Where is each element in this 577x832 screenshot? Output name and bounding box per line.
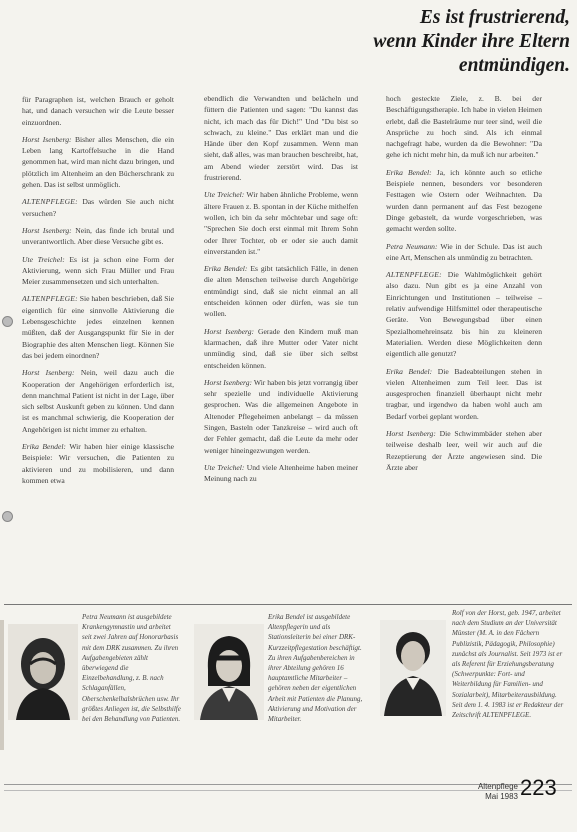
paragraph [386, 366, 542, 422]
speaker-name: Ute Treichel: [204, 462, 245, 472]
speaker-name: Horst Isenberg: [22, 225, 72, 235]
speaker-name: Horst Isenberg: [204, 377, 253, 387]
paragraph-text: Wir haben hier einige klassische Beispiele: Wir versuchen, die Patienten zu aktivieren und zu mobilisieren, und dann kommen etwa [22, 442, 174, 485]
paragraph-text: Es ist ja schon eine Form der Aktivierung, wenn sich Frau Müller und Frau Meier zusammensetzen und sich unterhalten. [22, 254, 174, 287]
magazine-name: Altenpflege [477, 782, 518, 791]
portrait-man-icon [380, 620, 446, 716]
headline-line-1: Es ist frustrierend, [419, 7, 570, 28]
paragraph-text: Nein, weil dazu auch die Kooperation der Angehörigen erforderlich ist, denn manchmal Patient ist nicht in der Lage, über sich selbst Auskunft geben zu können. Und dann ist es manchmal schwierig, die Kooperation der Angehörigen ist nicht immer zu erhalten. [22, 368, 174, 434]
divider [4, 604, 572, 605]
speaker-name: Horst Isenberg: [386, 429, 436, 439]
paragraph-text: hoch gesteckte Ziele, z. B. bei der Beschäftigungstherapie. Ich habe in vielen Heimen erlebt, daß die Bastelräume nur teer sind, weil die Ansprüche zu hoch sind. Als ich einmal nachgefragt habe, wurden da die Bewohner: "Da gehe ich nicht mehr hin, da muß ich nur arbeiten." [386, 94, 542, 160]
speaker-name: Ute Treichel: [204, 190, 245, 200]
paragraph [204, 93, 358, 183]
bio-petra-neumann [4, 606, 186, 744]
bio-text: Petra Neumann ist ausgebildete Krankengymnastin und arbeitet seit zwei Jahren auf Honorarbasis mit dem DRK zusammen. Zu ihren Aufgabengebieten zählt überwiegend die Einzelbehandlung, z. B. nach Schlaganfällen, Oberschenkelhalsbrüchen usw. Ihr größtes Anliegen ist, die Selbsthilfe bei den Behandlung von Patienten. [82, 613, 181, 724]
bio-text: Erika Bendel ist ausgebildete Altenpflegerin und als Stationsleiterin bei einer DRK-Kurzzeitpflegestation beschäftigt. Zu ihren Aufgabenbereichen in ihrer Abteilung gehören 16 hauptamtliche Mitarbeiter – gehören neben der eigentlichen Arbeit mit Patienten die Planung, Aktivierung und Motivation der Mitarbeiter. [268, 613, 363, 724]
paragraph-text: Die Wahlmöglichkeit gehört also dazu. Nun gibt es ja eine Anzahl von Einrichtungen und Institutionen – teilweise – relativ aufwendige Hilfsmittel oder therapeutische Geräte. Von Bewegungsbad über einen Spezialhomehreinsatz bis hin zu kleineren Materialien. Werden diese Möglichkeiten denn eigentlich alle genutzt? [386, 270, 542, 359]
speaker-name: ALTENPFLEGE: [386, 270, 442, 280]
speaker-name: ALTENPFLEGE: [22, 294, 78, 304]
speaker-name: Horst Isenberg: [22, 368, 75, 378]
text-column-3 [386, 93, 542, 479]
paragraph-text: Sie haben beschrieben, daß Sie eigentlich für eine sinnvolle Aktivierung die Lebensgeschichte jedes einzelnen kennen müßten, daß der Ausgangspunkt für Sie in der Biographie des alten Menschen liegt. Können Sie das bei jedem einordnen? [22, 294, 174, 360]
punch-hole [2, 511, 13, 522]
paragraph-text: ebendlich die Verwandten und belächeln und füttern die Patienten und sagen: "Du kannst das nicht, ich mach das für Dich!" Und "Du bist so schwach, zu kleine." Das erklärt man und die Hände über den Kopf zusammen. Wenn man sieht, daß alles, was man brauchen beschreibt, hat, am Abend wieder zerstört wird. Das ist frustrierend. [204, 94, 358, 183]
paragraph [386, 167, 542, 235]
paragraph [22, 134, 174, 190]
paragraph [22, 225, 174, 248]
speaker-name: Horst Isenberg: [204, 326, 255, 336]
paragraph [22, 254, 174, 288]
paragraph-text: Wie in der Schule. Das ist auch eine Art, Menschen als unmündig zu betrachten. [386, 241, 542, 262]
paragraph-text: Gerade den Kindern muß man klarmachen, daß ihre Mutter oder Vater nicht unmündig sind, daß sie über sich selbst entscheiden können. [204, 326, 358, 370]
text-column-1 [22, 94, 174, 492]
portrait-woman-icon [8, 624, 78, 720]
paragraph [22, 441, 174, 486]
speaker-name: Ute Treichel: [22, 254, 65, 264]
paragraph [22, 293, 174, 361]
paragraph [386, 241, 542, 264]
paragraph-text: Wir haben ähnliche Probleme, wenn ältere Frauen z. B. spontan in der Küche mithelfen wollen, ich bin da sehr möchtebar und sage oft: "Sprechen Sie doch erst einmal mit Ihrem Sohn oder Ihrer Tochter, ob er oder sie auch damit einverstanden ist." [204, 190, 359, 256]
headline-line-2: wenn Kinder ihre Eltern [373, 31, 570, 52]
paragraph-text: Wir haben bis jetzt vorrangig über sehr spezielle und individuelle Aktivierung gesprochen. Was die allgemeinen Angebote in Altenoder Pflegeheimen anbelangt – da müssen Singen, Basteln oder Tanzkreise – wird auch oft der Fehler gemacht, daß die Leute da mehr oder weniger hineingezwungen werden. [204, 377, 358, 455]
speaker-name: Erika Bendel: [22, 442, 66, 452]
text-column-2 [204, 93, 358, 491]
speaker-name: Horst Isenberg: [22, 134, 72, 144]
paragraph-text: Ja, ich könnte auch so etliche Beispiele nennen, besonders vor besonderen Festtagen wie Ostern oder Weihnachten. Da wurden dann permanent auf das Fest bezogene Dinge gebastelt, da wurde vorgeschrieben, was gemacht werden sollte. [386, 167, 542, 234]
paragraph-text: Es gibt tatsächlich Fälle, in denen die alten Menschen teilweise durch Angehörige entmündigt sind, daß sie nicht einmal an all entscheiden können oder dürfen, was sie tun wollen. [204, 264, 358, 319]
headline [170, 6, 570, 78]
paragraph [204, 377, 358, 456]
paragraph-text: Bisher alles Menschen, die ein Leben lang Kartoffelsuche in die Hand genommen hat, wird man nicht dazu bringen, und plötzlich im Altenheim an den Bücherschrank zu gehen. Das ist selbst unmöglich. [22, 134, 174, 190]
paragraph-text: Das würden Sie auch nicht versuchen? [22, 197, 174, 218]
paragraph [386, 269, 542, 359]
portrait-photo [194, 624, 264, 720]
paragraph [386, 428, 542, 473]
paragraph [22, 94, 174, 128]
paragraph [204, 462, 358, 485]
paragraph [204, 326, 358, 371]
portrait-photo [8, 624, 78, 720]
paragraph-text: Nein, das finde ich brutal und unverantwortlich. Aber diese Versuche gibt es. [22, 225, 174, 247]
bio-text: Rolf von der Horst, geb. 1947, arbeitet nach dem Studium an der Universität Münster (M. A. in den Fächern Publizistik, Pädagogik, Philosophie) zunächst als Journalist. Seit 1973 ist er als Referent für Erziehungsberatung (Schwerpunkte: Fort- und Weiterbildung für Familien- und Sozialarbeit), Mitarbeiterausbildung. Seit dem 1. 4. 1983 ist er Redakteur der Zeitschrift ALTENPFLEGE. [452, 609, 564, 720]
page-number: 223 [520, 775, 557, 800]
speaker-name: Erika Bendel: [386, 366, 433, 376]
speaker-name: Petra Neumann: [386, 241, 438, 251]
paragraph [204, 263, 358, 319]
paragraph-text: Und viele Altenheime haben meiner Meinung nach zu [204, 462, 358, 484]
speaker-name: Erika Bendel: [386, 167, 432, 177]
paragraph [204, 189, 358, 257]
portrait-photo [380, 620, 446, 716]
margin-mark [0, 620, 4, 750]
footer-magazine [440, 782, 518, 801]
speaker-name: Erika Bendel: [204, 264, 248, 274]
issue-date: Mai 1983 [485, 791, 518, 801]
speaker-name: ALTENPFLEGE: [22, 197, 78, 207]
paragraph [386, 93, 542, 161]
paragraph-text: Die Badeabteilungen stehen in vielen Altenheimen zum Teil leer. Das ist ausgesprochen finanziell überhaupt nicht mehr tragbar, und irgendwo da haben wohl auch am Bedarf vorbei geplant worden. [386, 366, 542, 421]
paragraph [22, 196, 174, 219]
punch-hole [2, 316, 13, 327]
paragraph [22, 367, 174, 435]
bio-erika-bendel [190, 606, 372, 744]
portrait-woman-icon [194, 624, 264, 720]
paragraph-text: Die Schwimmbäder stehen aber teilweise deshalb leer, weil wir auch auf die Rezeptierung der Ärzte angewiesen sind. Die Ärzte aber [386, 429, 542, 472]
headline-line-3: entmündigen. [458, 55, 570, 76]
bio-rolf-von-der-horst [380, 606, 562, 744]
paragraph-text: für Paragraphen ist, welchen Brauch er geholt hat, und danach versuchen wir die Leute besser einzuordnen. [22, 95, 174, 127]
